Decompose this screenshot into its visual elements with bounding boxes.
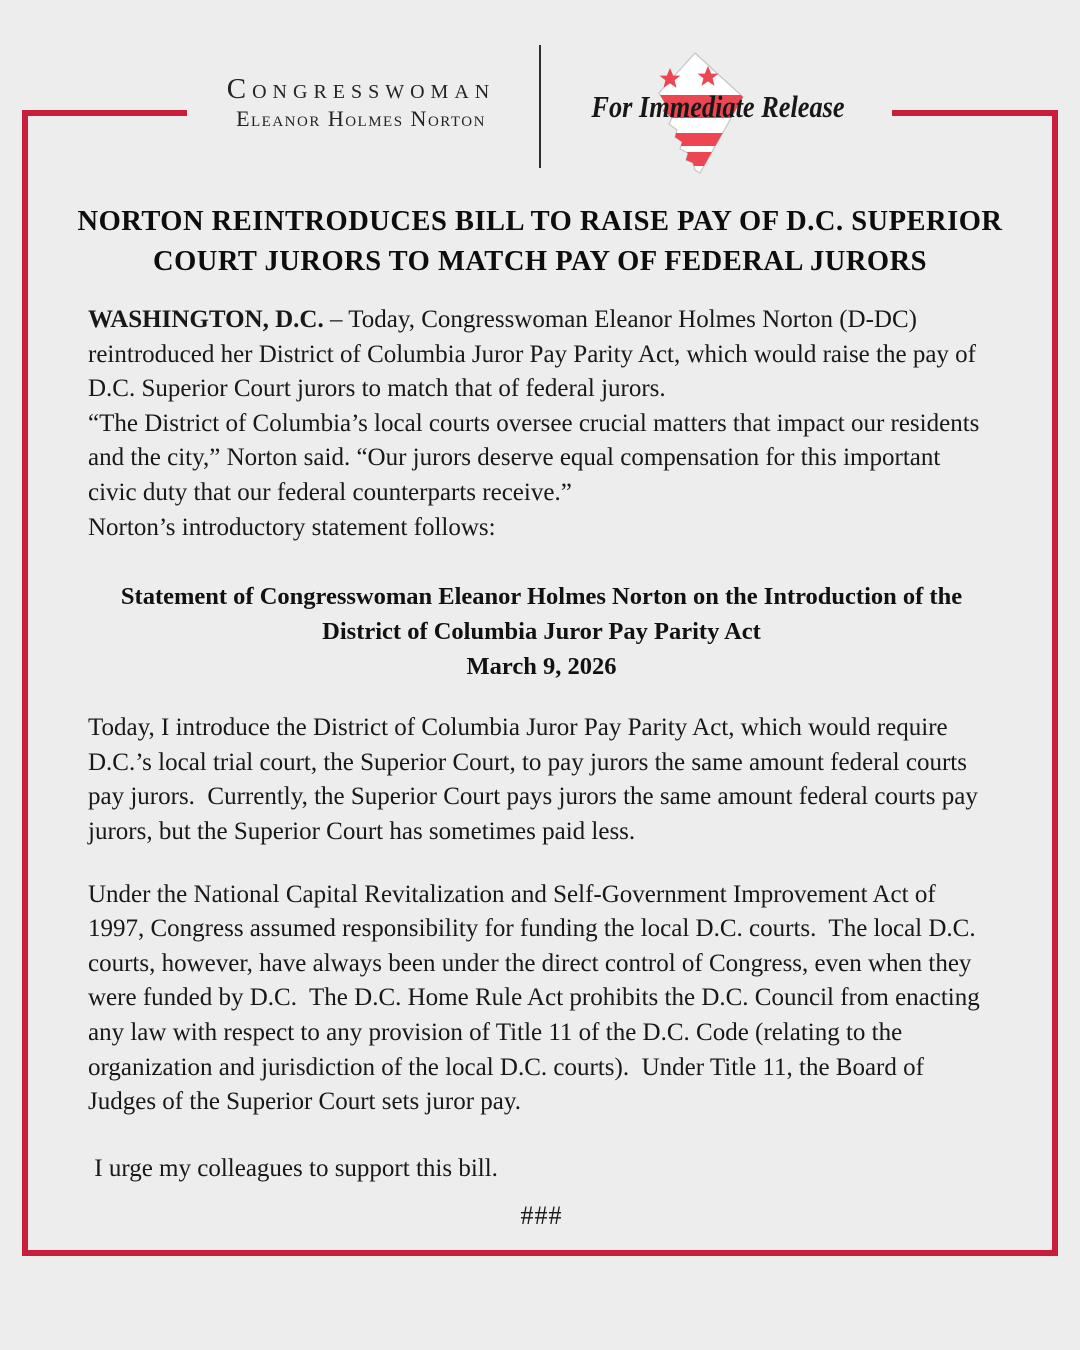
- paragraph-dateline: [88, 303, 995, 407]
- frame-border-bottom: [22, 1250, 1058, 1256]
- paragraph-closing: I urge my colleagues to support this bill.: [88, 1154, 498, 1182]
- masthead-office-block: [200, 74, 522, 131]
- paragraph-statement-2: Under the National Capital Revitalization and Self-Government Improvement Act of 1997, Congress assumed responsibility for funding the local D.C. courts. The local D.C. courts, however, have always been under the direct control of Congress, even when they were funded by D.C. The D.C. Home Rule Act prohibits the D.C. Council from enacting any law with respect to any provision of Title 11 of the D.C. Code (relating to the organization and jurisdiction of the local D.C. courts). Under Title 11, the Board of Judges of the Superior Court sets juror pay.: [88, 880, 986, 1116]
- headline-line-2: COURT JURORS TO MATCH PAY OF FEDERAL JURORS: [153, 246, 927, 277]
- statement-heading: [88, 579, 995, 684]
- masthead-divider: [539, 45, 541, 168]
- masthead-name: Eleanor Holmes Norton: [236, 106, 486, 131]
- flag-stripe: [652, 133, 744, 146]
- for-immediate-release-label: For Immediate Release: [591, 89, 845, 124]
- headline-line-1: NORTON REINTRODUCES BILL TO RAISE PAY OF D.C. SUPERIOR: [77, 206, 1003, 237]
- headline: [0, 202, 1080, 282]
- statement-heading-line-1: Statement of Congresswoman Eleanor Holmes Norton on the Introduction of the: [120, 583, 963, 611]
- paragraph-statement-1: Today, I introduce the District of Columbia Juror Pay Parity Act, which would require D.C.’s local trial court, the Superior Court, to pay jurors the same amount federal courts pay jurors. Currently, the Superior Court pays jurors the same amount federal courts pay jurors, but the Superior Court has sometimes paid less.: [88, 714, 985, 845]
- statement-date: March 9, 2026: [466, 653, 617, 681]
- end-mark: ###: [520, 1201, 563, 1231]
- masthead-congresswoman-label: Congresswoman: [226, 73, 496, 105]
- paragraph-quote: “The District of Columbia’s local courts oversee crucial matters that impact our residents and the city,” Norton said. “Our jurors deserve equal compensation for this important civic duty that our federal counterparts receive.”: [88, 409, 986, 506]
- frame-border-top-right: [892, 110, 1058, 116]
- frame-border-top-left: [22, 110, 187, 116]
- dateline: WASHINGTON, D.C.: [88, 306, 324, 333]
- press-release-body: [88, 303, 995, 1234]
- statement-heading-line-2: District of Columbia Juror Pay Parity Act: [322, 618, 761, 646]
- paragraph-intro-text: – Today, Congresswoman Eleanor Holmes Norton (D-DC) reintroduced her District of Columbia Juror Pay Parity Act, which would raise the pay of D.C. Superior Court jurors to match that of federal jurors.: [88, 306, 983, 403]
- paragraph-lead-in: Norton’s introductory statement follows:: [88, 513, 496, 541]
- flag-stripe: [652, 152, 744, 166]
